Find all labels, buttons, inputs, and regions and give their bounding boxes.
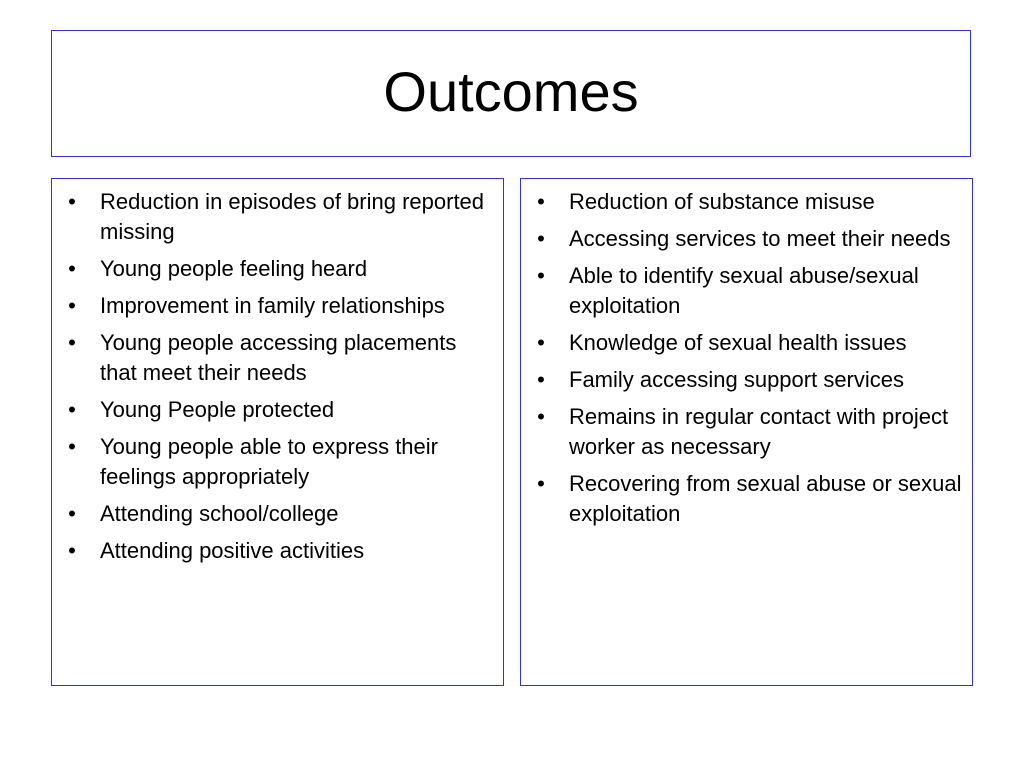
list-item — [521, 469, 964, 529]
bullet-icon: • — [68, 256, 76, 281]
list-item-text: Improvement in family relationships — [100, 293, 445, 318]
list-item — [521, 365, 964, 395]
left-column-box — [51, 178, 504, 686]
list-item-text: Remains in regular contact with project worker as necessary — [569, 404, 949, 459]
bullet-icon: • — [537, 404, 545, 429]
list-item-text: Young people feeling heard — [100, 256, 368, 281]
right-column-box — [520, 178, 973, 686]
bullet-icon: • — [537, 189, 545, 214]
list-item-text: Reduction in episodes of bring reported missing — [100, 189, 485, 244]
list-item — [52, 328, 495, 388]
list-item — [52, 432, 495, 492]
right-bullet-list — [521, 179, 972, 529]
list-item — [521, 328, 964, 358]
slide-title: Outcomes — [383, 59, 639, 123]
bullet-icon: • — [68, 293, 76, 318]
list-item — [521, 261, 964, 321]
list-item-text: Young People protected — [100, 397, 335, 422]
left-bullet-list — [52, 179, 503, 566]
bullet-icon: • — [68, 397, 76, 422]
list-item-text: Attending school/college — [100, 501, 339, 526]
list-item-text: Recovering from sexual abuse or sexual exploitation — [569, 471, 962, 526]
list-item — [52, 291, 495, 321]
list-item-text: Family accessing support services — [569, 367, 905, 392]
bullet-icon: • — [537, 330, 545, 355]
list-item — [52, 254, 495, 284]
bullet-icon: • — [68, 538, 76, 563]
list-item-text: Able to identify sexual abuse/sexual exploitation — [569, 263, 919, 318]
bullet-icon: • — [68, 501, 76, 526]
list-item — [521, 224, 964, 254]
bullet-icon: • — [68, 434, 76, 459]
list-item-text: Young people able to express their feelings appropriately — [100, 434, 438, 489]
bullet-icon: • — [537, 263, 545, 288]
list-item-text: Accessing services to meet their needs — [569, 226, 951, 251]
list-item — [52, 395, 495, 425]
list-item-text: Knowledge of sexual health issues — [569, 330, 907, 355]
list-item — [52, 187, 495, 247]
bullet-icon: • — [68, 189, 76, 214]
bullet-icon: • — [537, 471, 545, 496]
list-item-text: Young people accessing placements that meet their needs — [100, 330, 457, 385]
bullet-icon: • — [537, 367, 545, 392]
bullet-icon: • — [537, 226, 545, 251]
list-item — [52, 536, 495, 566]
list-item — [521, 187, 964, 217]
list-item-text: Reduction of substance misuse — [569, 189, 875, 214]
list-item-text: Attending positive activities — [100, 538, 365, 563]
bullet-icon: • — [68, 330, 76, 355]
list-item — [52, 499, 495, 529]
title-box — [51, 30, 971, 157]
list-item — [521, 402, 964, 462]
